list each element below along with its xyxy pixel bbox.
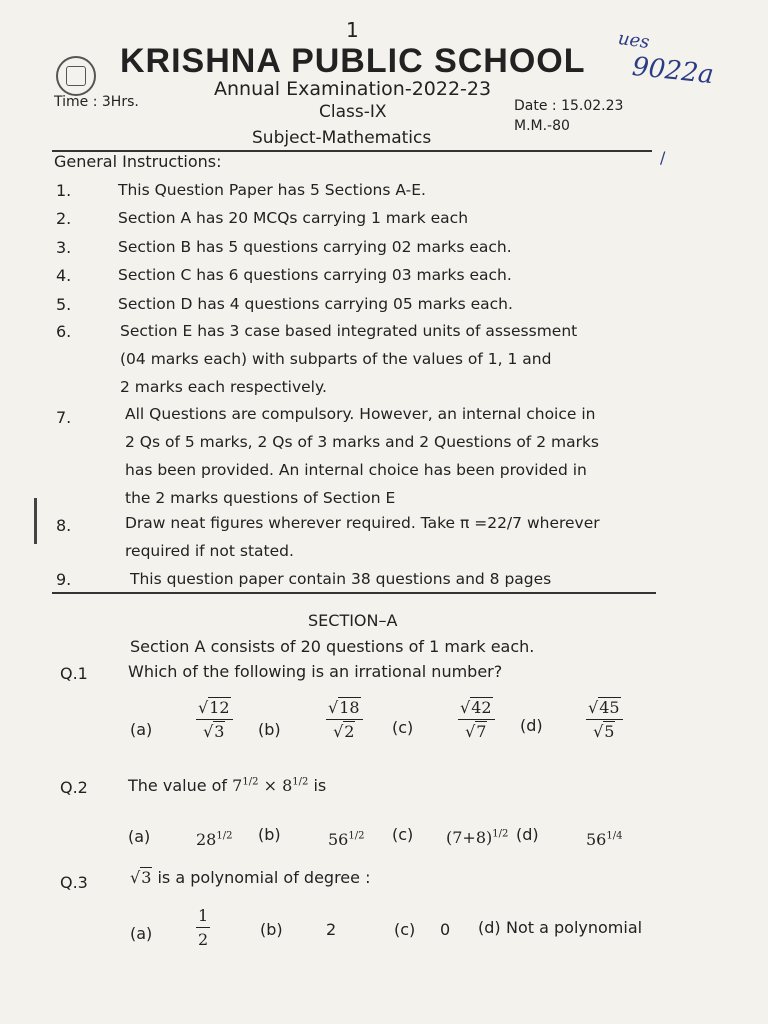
question-text: √3 is a polynomial of degree : xyxy=(130,868,371,887)
page-number: 1 xyxy=(346,18,359,42)
question-text: Which of the following is an irrational number? xyxy=(128,662,503,681)
option-label: (d) xyxy=(478,918,501,937)
numerator: 1 xyxy=(198,906,209,925)
question-number: Q.1 xyxy=(60,664,88,683)
instruction-number: 4. xyxy=(56,266,72,285)
instruction-text: the 2 marks questions of Section E xyxy=(125,489,396,507)
question-text-suffix: is xyxy=(313,776,327,795)
option-value: 2 xyxy=(326,920,337,939)
exam-subject: Subject-Mathematics xyxy=(252,128,432,148)
instruction-text: 2 marks each respectively. xyxy=(120,378,327,396)
denominator: 2 xyxy=(198,930,209,949)
handwritten-note: 9022a xyxy=(630,51,716,91)
divider xyxy=(52,592,656,594)
instruction-number: 2. xyxy=(56,209,72,228)
instruction-number: 8. xyxy=(56,516,72,535)
question-text xyxy=(128,776,326,795)
option-fraction: √12 √3 xyxy=(196,698,233,741)
option-value: $(7+8)^{1/2}$ xyxy=(446,828,509,847)
instruction-text: required if not stated. xyxy=(125,542,294,560)
option-value: Not a polynomial xyxy=(506,918,643,937)
exponent-denominator: 2 xyxy=(252,776,259,788)
numerator: 42 xyxy=(471,698,492,717)
base: 8 xyxy=(282,776,293,795)
exam-title: Annual Examination-2022-23 xyxy=(214,78,492,100)
instruction-text: Section B has 5 questions carrying 02 marks each. xyxy=(118,238,512,256)
option-value: $28^{1/2}$ xyxy=(196,830,233,849)
times-sign: × xyxy=(263,776,277,795)
margin-mark xyxy=(34,498,37,544)
option-label: (a) xyxy=(128,827,151,846)
numerator: 45 xyxy=(599,698,620,717)
exponent-numerator: 1 xyxy=(242,776,249,788)
exam-date: Date : 15.02.23 xyxy=(514,98,624,114)
numerator: 12 xyxy=(209,698,230,717)
instruction-text: Section A has 20 MCQs carrying 1 mark each xyxy=(118,209,469,227)
instruction-number: 5. xyxy=(56,295,72,314)
question-number: Q.2 xyxy=(60,778,88,797)
option-fraction: √42 √7 xyxy=(458,698,495,741)
instruction-text: Section D has 4 questions carrying 05 marks each. xyxy=(118,295,513,313)
section-title: SECTION–A xyxy=(308,611,398,630)
math-expression: √3 xyxy=(130,868,152,887)
option-value: 0 xyxy=(440,920,451,939)
school-logo-icon xyxy=(56,56,96,96)
instructions-title: General Instructions: xyxy=(54,152,222,171)
handwritten-note: ues xyxy=(616,27,651,54)
question-number: Q.3 xyxy=(60,873,88,892)
option-label: (b) xyxy=(260,920,283,939)
question-text-prefix: The value of xyxy=(128,776,228,795)
option-label: (c) xyxy=(392,825,414,844)
option-label: (d) xyxy=(520,716,543,735)
denominator: 7 xyxy=(476,722,487,741)
instruction-text: has been provided. An internal choice has been provided in xyxy=(125,461,587,479)
instruction-text: (04 marks each) with subparts of the values of 1, 1 and xyxy=(120,350,552,368)
instruction-text: This Question Paper has 5 Sections A-E. xyxy=(118,181,426,199)
option-label: (c) xyxy=(392,718,414,737)
option-value: $56^{1/2}$ xyxy=(328,830,365,849)
instruction-text: 2 Qs of 5 marks, 2 Qs of 3 marks and 2 Questions of 2 marks xyxy=(125,433,599,451)
option-fraction xyxy=(196,906,210,949)
base: 7 xyxy=(232,776,243,795)
instruction-number: 6. xyxy=(56,322,72,341)
section-description: Section A consists of 20 questions of 1 mark each. xyxy=(130,637,535,656)
option-label: (b) xyxy=(258,825,281,844)
instruction-text: Section C has 6 questions carrying 03 marks each. xyxy=(118,266,512,284)
instruction-text: Draw neat figures wherever required. Take π =22/7 wherever xyxy=(125,514,600,532)
denominator: 2 xyxy=(344,722,355,741)
option-fraction: √45 √5 xyxy=(586,698,623,741)
school-name: KRISHNA PUBLIC SCHOOL xyxy=(120,42,586,80)
option-label: (a) xyxy=(130,924,153,943)
exam-class: Class-IX xyxy=(319,102,387,122)
option-fraction: √18 √2 xyxy=(326,698,363,741)
handwritten-tick: / xyxy=(660,148,666,167)
denominator: 3 xyxy=(214,722,225,741)
instruction-number: 3. xyxy=(56,238,72,257)
math-expression: $7^{1/2} \times 8^{1/2}$ xyxy=(232,776,309,795)
instruction-number: 9. xyxy=(56,570,72,589)
instruction-text: All Questions are compulsory. However, an internal choice in xyxy=(125,405,596,423)
instruction-text: Section E has 3 case based integrated units of assessment xyxy=(120,322,578,340)
option-label: (a) xyxy=(130,720,153,739)
instruction-number: 1. xyxy=(56,181,72,200)
option-label: (d) xyxy=(516,825,539,844)
numerator: 18 xyxy=(339,698,360,717)
option-label: (c) xyxy=(394,920,416,939)
exponent-denominator: 2 xyxy=(302,776,309,788)
exam-time: Time : 3Hrs. xyxy=(54,94,139,110)
option-label: (b) xyxy=(258,720,281,739)
option-value: $56^{1/4}$ xyxy=(586,830,623,849)
denominator: 5 xyxy=(604,722,615,741)
instruction-number: 7. xyxy=(56,408,72,427)
instruction-text: This question paper contain 38 questions and 8 pages xyxy=(130,570,552,588)
max-marks: M.M.-80 xyxy=(514,118,570,134)
exponent-numerator: 1 xyxy=(292,776,299,788)
